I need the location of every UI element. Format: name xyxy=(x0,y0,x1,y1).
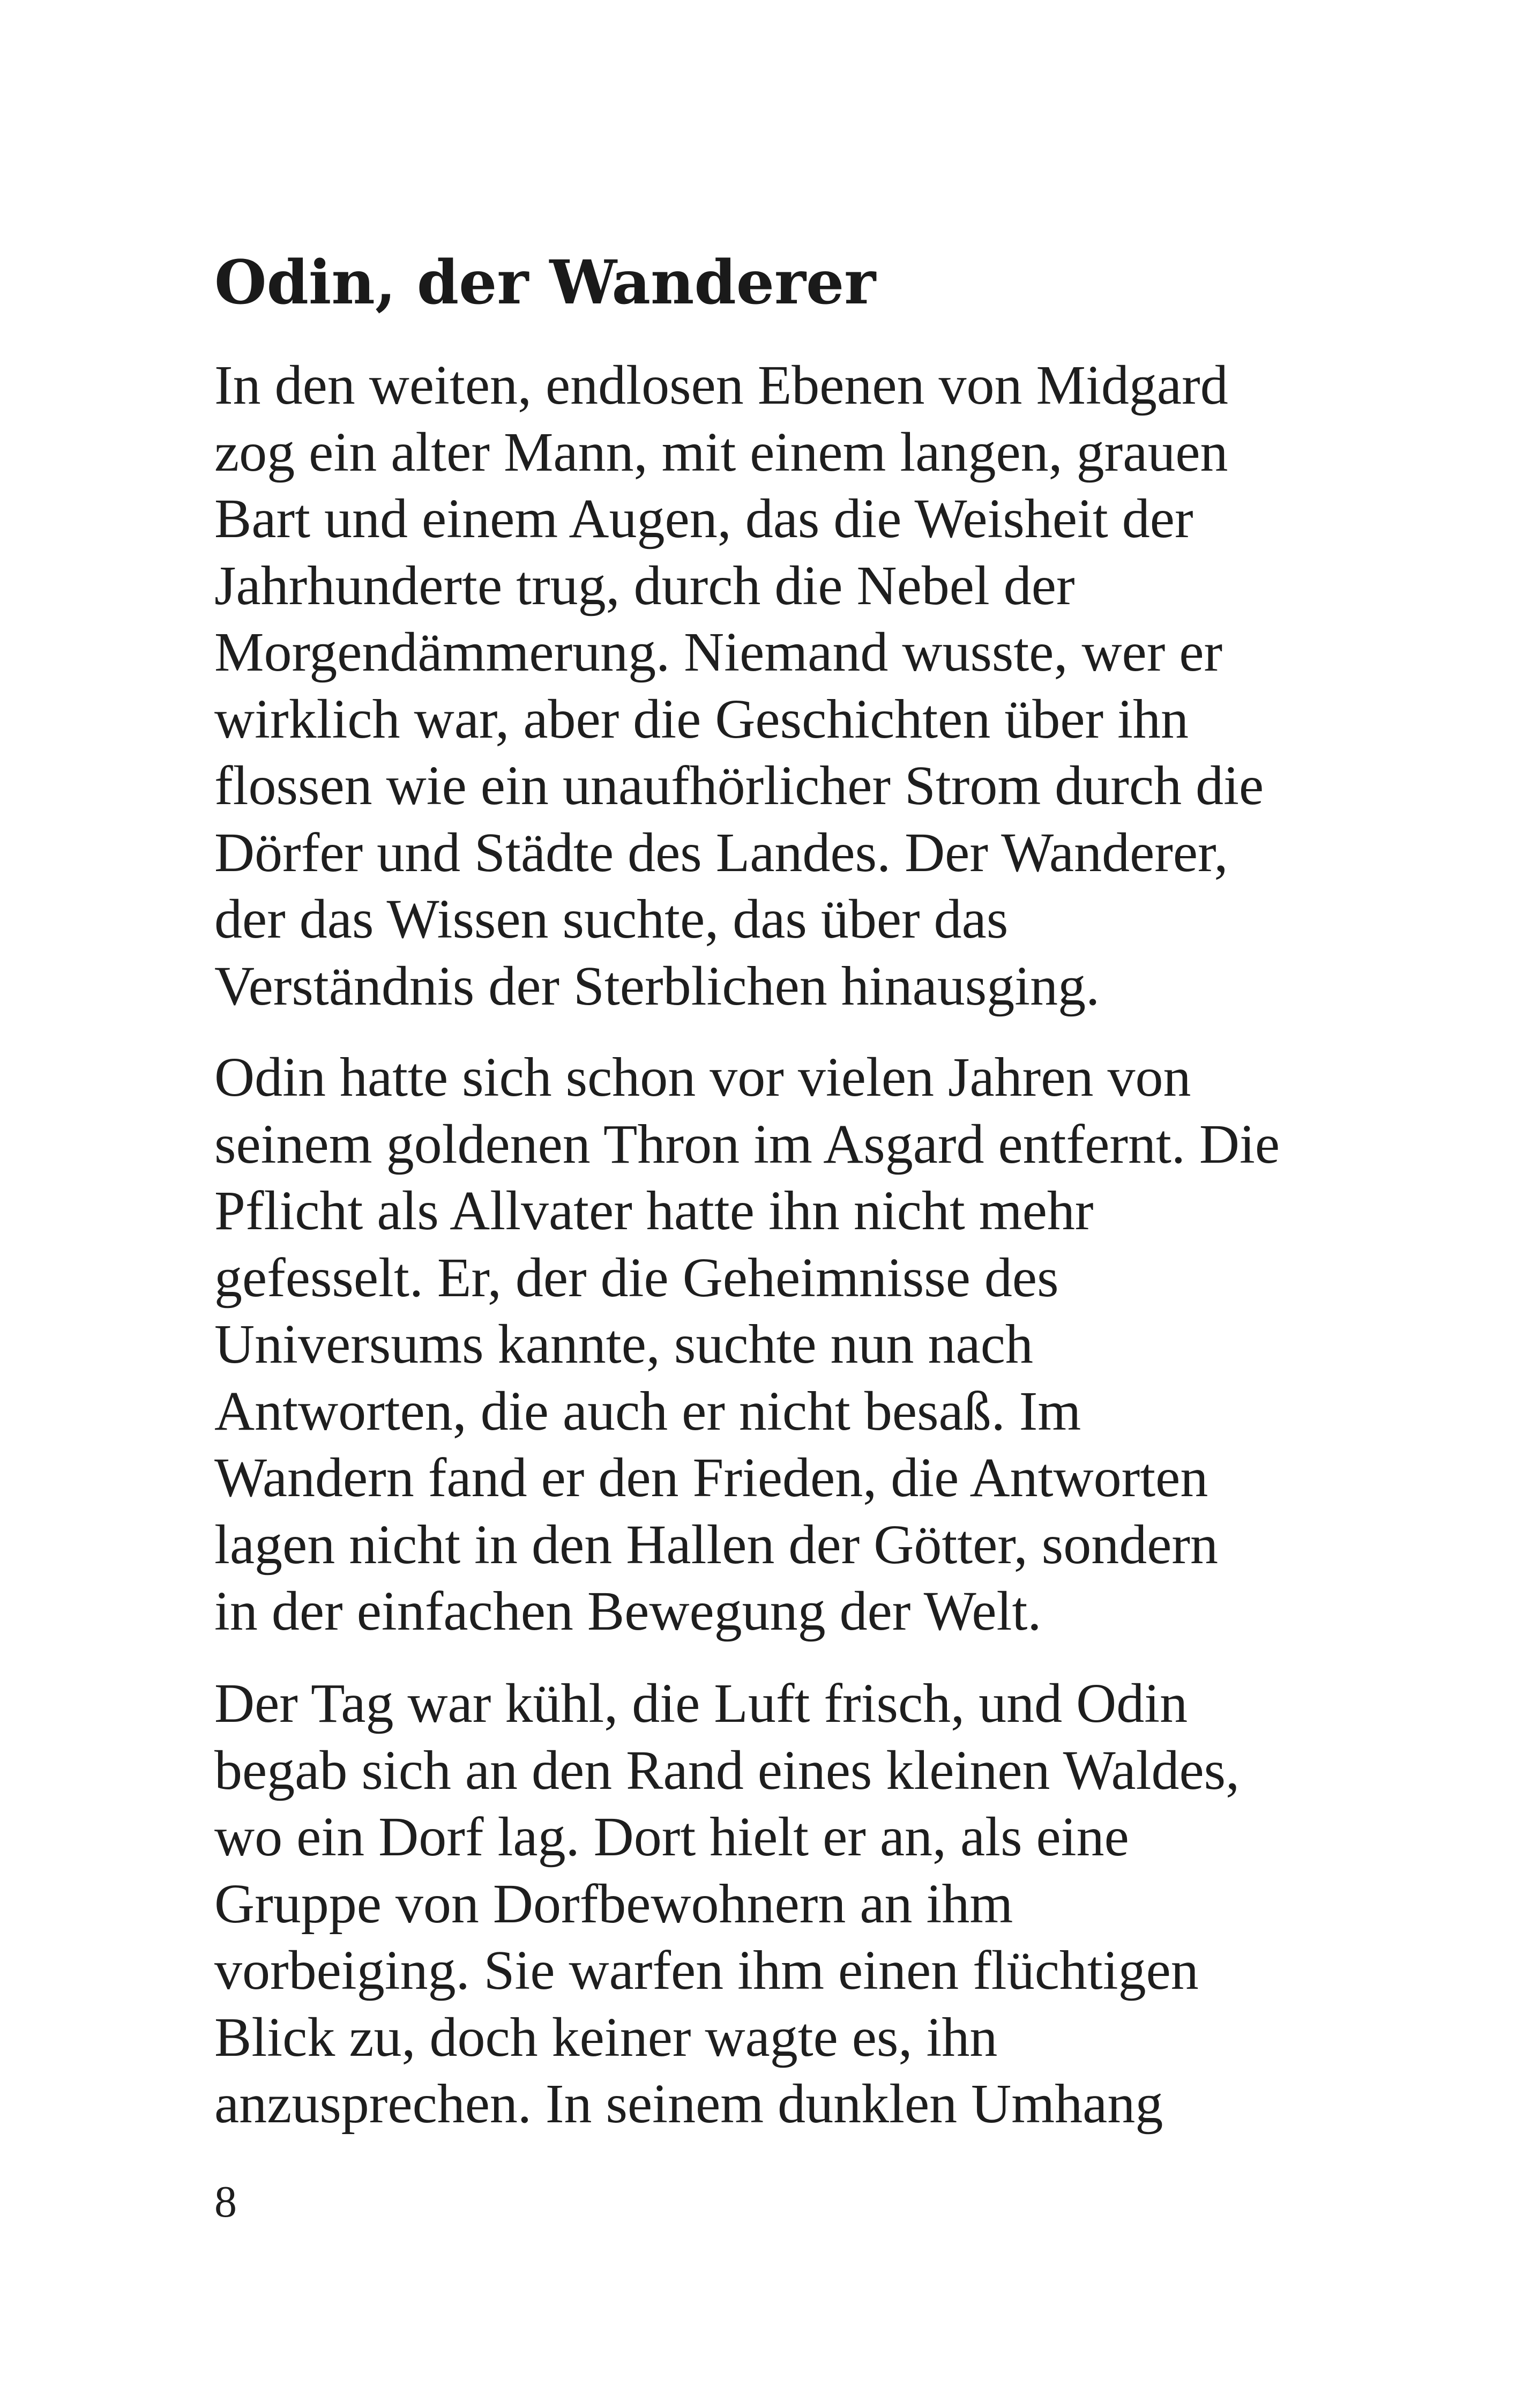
text-line: vorbeiging. Sie warfen ihm einen flüchtigen xyxy=(214,1939,1199,2001)
text-line: wirklich war, aber die Geschichten über ihn xyxy=(214,688,1189,750)
text-line: Gruppe von Dorfbewohnern an ihm xyxy=(214,1872,1013,1935)
text-line: Antworten, die auch er nicht besaß. Im xyxy=(214,1380,1081,1442)
text-line: Bart und einem Augen, das die Weisheit der xyxy=(214,488,1193,549)
text-line: Verständnis der Sterblichen hinausging. xyxy=(214,955,1100,1017)
paragraph xyxy=(214,352,1264,1020)
text-line: Jahrhunderte trug, durch die Nebel der xyxy=(214,554,1075,616)
text-line: Universums kannte, suchte nun nach xyxy=(214,1313,1033,1375)
text-line: Der Tag war kühl, die Luft frisch, und Odin xyxy=(214,1673,1188,1734)
text-line: flossen wie ein unaufhörlicher Strom durch die xyxy=(214,755,1264,816)
text-line: gefesselt. Er, der die Geheimnisse des xyxy=(214,1246,1059,1309)
page-number: 8 xyxy=(214,2177,237,2227)
text-line: Dörfer und Städte des Landes. Der Wanderer, xyxy=(214,821,1228,883)
text-line: Odin hatte sich schon vor vielen Jahren von xyxy=(214,1046,1191,1108)
text-line: Blick zu, doch keiner wagte es, ihn xyxy=(214,2006,998,2068)
text-line: Wandern fand er den Frieden, die Antworten xyxy=(214,1447,1208,1508)
text-line: begab sich an den Rand eines kleinen Waldes, xyxy=(214,1739,1240,1801)
chapter-title: Odin, der Wanderer xyxy=(214,248,876,318)
paragraph xyxy=(214,1670,1240,2138)
text-line: in der einfachen Bewegung der Welt. xyxy=(214,1580,1042,1642)
text-line: In den weiten, endlosen Ebenen von Midgard xyxy=(214,354,1228,416)
text-line: wo ein Dorf lag. Dort hielt er an, als eine xyxy=(214,1806,1129,1868)
text-line: Pflicht als Allvater hatte ihn nicht mehr xyxy=(214,1180,1094,1242)
text-line: der das Wissen suchte, das über das xyxy=(214,888,1009,950)
paragraph xyxy=(214,1044,1280,1645)
text-line: zog ein alter Mann, mit einem langen, grauen xyxy=(214,421,1228,483)
text-line: lagen nicht in den Hallen der Götter, sondern xyxy=(214,1513,1219,1575)
text-line: anzusprechen. In seinem dunklen Umhang xyxy=(214,2073,1163,2135)
text-line: Morgendämmerung. Niemand wusste, wer er xyxy=(214,621,1223,683)
text-line: seinem goldenen Thron im Asgard entfernt. Die xyxy=(214,1113,1280,1175)
